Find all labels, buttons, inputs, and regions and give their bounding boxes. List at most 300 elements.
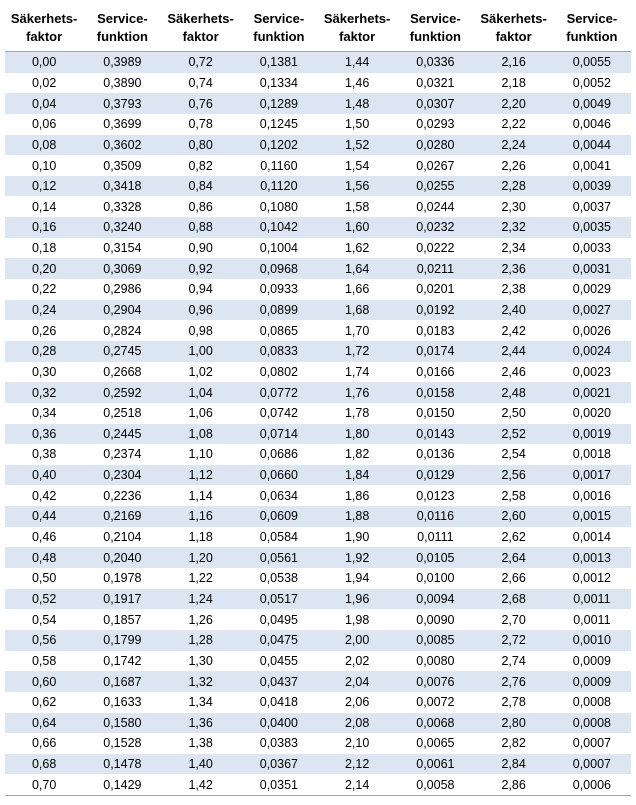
safety-factor-cell: 2,38 [475,279,553,300]
safety-factor-cell: 1,74 [318,362,396,383]
service-function-cell: 0,0017 [553,465,631,486]
service-function-cell: 0,0031 [553,258,631,279]
service-function-cell: 0,0143 [396,424,474,445]
service-function-cell: 0,0019 [553,424,631,445]
service-function-cell: 0,0008 [553,713,631,734]
safety-factor-cell: 1,96 [318,589,396,610]
safety-factor-cell: 2,42 [475,320,553,341]
service-function-cell: 0,3240 [83,217,161,238]
service-function-cell: 0,0065 [396,733,474,754]
safety-factor-cell: 0,66 [5,733,83,754]
safety-factor-cell: 2,60 [475,506,553,527]
service-function-cell: 0,0232 [396,217,474,238]
service-function-cell: 0,0968 [240,258,318,279]
safety-factor-cell: 2,08 [318,713,396,734]
service-function-cell: 0,0400 [240,713,318,734]
safety-factor-cell: 2,44 [475,341,553,362]
service-function-cell: 0,3418 [83,176,161,197]
safety-factor-cell: 1,12 [162,465,240,486]
table-row [5,630,631,651]
service-function-cell: 0,0010 [553,630,631,651]
safety-factor-cell: 0,30 [5,362,83,383]
service-function-cell: 0,0211 [396,258,474,279]
column-header-6 [475,5,553,52]
header-row [5,5,631,52]
service-function-cell: 0,2169 [83,506,161,527]
service-function-cell: 0,0006 [553,774,631,795]
service-function-cell: 0,0222 [396,238,474,259]
service-function-cell: 0,1289 [240,93,318,114]
service-function-cell: 0,0933 [240,279,318,300]
safety-factor-cell: 0,50 [5,568,83,589]
service-function-cell: 0,3699 [83,114,161,135]
service-function-cell: 0,0336 [396,52,474,73]
safety-factor-cell: 2,00 [318,630,396,651]
service-function-cell: 0,0033 [553,238,631,259]
service-function-cell: 0,0174 [396,341,474,362]
service-function-cell: 0,0016 [553,485,631,506]
safety-factor-cell: 1,18 [162,527,240,548]
safety-factor-cell: 1,08 [162,424,240,445]
column-header-line1: Säkerhets- [480,11,547,26]
service-function-cell: 0,1687 [83,671,161,692]
safety-factor-cell: 0,44 [5,506,83,527]
service-function-cell: 0,0136 [396,444,474,465]
service-function-cell: 0,0475 [240,630,318,651]
table-row [5,568,631,589]
safety-factor-cell: 2,68 [475,589,553,610]
safety-factor-cell: 1,72 [318,341,396,362]
column-header-line1: Service- [566,11,618,26]
service-function-cell: 0,1528 [83,733,161,754]
column-header-0 [5,5,83,52]
service-function-cell: 0,0008 [553,692,631,713]
service-function-cell: 0,1429 [83,774,161,795]
column-header-line1: Service- [253,11,305,26]
service-function-cell: 0,0307 [396,93,474,114]
table-row [5,485,631,506]
safety-factor-cell: 1,88 [318,506,396,527]
service-function-cell: 0,1917 [83,589,161,610]
table-row [5,754,631,775]
safety-factor-cell: 0,46 [5,527,83,548]
safety-factor-cell: 1,52 [318,135,396,156]
table-row [5,671,631,692]
service-function-cell: 0,3328 [83,196,161,217]
service-function-cell: 0,1742 [83,651,161,672]
safety-factor-cell: 0,80 [162,135,240,156]
safety-factor-cell: 0,92 [162,258,240,279]
service-function-cell: 0,0865 [240,320,318,341]
safety-factor-cell: 1,34 [162,692,240,713]
service-function-cell: 0,3602 [83,135,161,156]
table-row [5,300,631,321]
safety-factor-cell: 0,76 [162,93,240,114]
column-header-3 [240,5,318,52]
safety-factor-cell: 1,00 [162,341,240,362]
safety-factor-cell: 0,72 [162,52,240,73]
service-function-cell: 0,0023 [553,362,631,383]
safety-factor-cell: 0,34 [5,403,83,424]
safety-factor-cell: 0,58 [5,651,83,672]
safety-factor-cell: 0,16 [5,217,83,238]
table-row [5,341,631,362]
service-function-cell: 0,0517 [240,589,318,610]
safety-factor-cell: 2,16 [475,52,553,73]
service-function-cell: 0,2592 [83,382,161,403]
table-row [5,465,631,486]
safety-factor-cell: 0,94 [162,279,240,300]
service-function-cell: 0,0090 [396,609,474,630]
safety-factor-cell: 2,24 [475,135,553,156]
service-function-cell: 0,0899 [240,300,318,321]
table-body [5,52,631,796]
column-header-line2: funktion [409,29,461,44]
service-function-cell: 0,0418 [240,692,318,713]
safety-factor-cell: 1,58 [318,196,396,217]
safety-factor-cell: 1,98 [318,609,396,630]
safety-factor-cell: 0,28 [5,341,83,362]
safety-factor-cell: 0,64 [5,713,83,734]
safety-factor-cell: 0,74 [162,73,240,94]
safety-factor-cell: 2,28 [475,176,553,197]
table-row [5,733,631,754]
service-function-cell: 0,0020 [553,403,631,424]
column-header-5 [396,5,474,52]
service-function-cell: 0,0321 [396,73,474,94]
service-function-cell: 0,0058 [396,774,474,795]
safety-factor-cell: 0,14 [5,196,83,217]
table-row [5,424,631,445]
safety-factor-cell: 0,40 [5,465,83,486]
column-header-line1: Service- [410,11,461,26]
service-function-cell: 0,3989 [83,52,161,73]
service-function-cell: 0,0455 [240,651,318,672]
service-function-cell: 0,0021 [553,382,631,403]
table-row [5,258,631,279]
safety-factor-cell: 2,22 [475,114,553,135]
service-function-cell: 0,0686 [240,444,318,465]
safety-factor-cell: 2,64 [475,547,553,568]
service-function-cell: 0,2104 [83,527,161,548]
service-function-cell: 0,2040 [83,547,161,568]
safety-factor-cell: 2,14 [318,774,396,795]
safety-factor-cell: 1,80 [318,424,396,445]
safety-factor-cell: 2,82 [475,733,553,754]
safety-factor-cell: 0,00 [5,52,83,73]
safety-factor-cell: 0,38 [5,444,83,465]
service-function-cell: 0,0014 [553,527,631,548]
column-header-1 [83,5,161,52]
safety-factor-cell: 2,12 [318,754,396,775]
service-function-cell: 0,0244 [396,196,474,217]
service-function-cell: 0,0044 [553,135,631,156]
safety-factor-cell: 1,78 [318,403,396,424]
table-row [5,589,631,610]
service-function-cell: 0,0072 [396,692,474,713]
column-header-2 [162,5,240,52]
safety-factor-cell: 1,46 [318,73,396,94]
service-function-cell: 0,0052 [553,73,631,94]
table-row [5,176,631,197]
safety-factor-cell: 1,84 [318,465,396,486]
safety-factor-cell: 0,90 [162,238,240,259]
service-function-cell: 0,0094 [396,589,474,610]
service-function-cell: 0,0111 [396,527,474,548]
service-function-cell: 0,0105 [396,547,474,568]
safety-factor-cell: 2,80 [475,713,553,734]
safety-factor-cell: 1,86 [318,485,396,506]
safety-factor-cell: 1,42 [162,774,240,795]
service-function-cell: 0,0183 [396,320,474,341]
safety-factor-cell: 2,66 [475,568,553,589]
service-function-cell: 0,0383 [240,733,318,754]
table-row [5,403,631,424]
safety-factor-cell: 0,60 [5,671,83,692]
service-function-cell: 0,2445 [83,424,161,445]
service-function-cell: 0,0714 [240,424,318,445]
service-function-cell: 0,0013 [553,547,631,568]
safety-factor-cell: 2,70 [475,609,553,630]
column-header-4 [318,5,396,52]
table-row [5,444,631,465]
service-function-cell: 0,0055 [553,52,631,73]
table-row [5,135,631,156]
safety-factor-cell: 1,64 [318,258,396,279]
safety-factor-cell: 0,02 [5,73,83,94]
safety-factor-cell: 0,84 [162,176,240,197]
safety-factor-cell: 2,02 [318,651,396,672]
safety-factor-cell: 1,92 [318,547,396,568]
safety-factor-cell: 2,18 [475,73,553,94]
column-header-line2: faktor [26,29,63,44]
safety-factor-cell: 0,62 [5,692,83,713]
safety-factor-cell: 1,32 [162,671,240,692]
service-function-cell: 0,0007 [553,733,631,754]
safety-factor-cell: 0,52 [5,589,83,610]
safety-factor-cell: 2,78 [475,692,553,713]
table-row [5,609,631,630]
table-row [5,692,631,713]
service-function-cell: 0,3509 [83,155,161,176]
safety-factor-cell: 2,74 [475,651,553,672]
safety-factor-cell: 1,56 [318,176,396,197]
safety-factor-cell: 0,10 [5,155,83,176]
service-function-cell: 0,0049 [553,93,631,114]
service-function-cell: 0,0150 [396,403,474,424]
service-function-cell: 0,0123 [396,485,474,506]
table-row [5,547,631,568]
service-function-cell: 0,1160 [240,155,318,176]
safety-factor-cell: 2,04 [318,671,396,692]
service-function-cell: 0,3154 [83,238,161,259]
safety-factor-cell: 1,20 [162,547,240,568]
column-header-line1: Service- [97,11,148,26]
safety-factor-cell: 1,66 [318,279,396,300]
safety-factor-cell: 0,32 [5,382,83,403]
safety-factor-cell: 1,40 [162,754,240,775]
table-row [5,320,631,341]
safety-factor-cell: 0,24 [5,300,83,321]
service-function-cell: 0,0027 [553,300,631,321]
service-function-cell: 0,0061 [396,754,474,775]
table-row [5,155,631,176]
safety-factor-cell: 0,20 [5,258,83,279]
service-function-cell: 0,0201 [396,279,474,300]
safety-factor-cell: 2,48 [475,382,553,403]
safety-factor-cell: 1,76 [318,382,396,403]
service-function-cell: 0,0039 [553,176,631,197]
service-function-cell: 0,0255 [396,176,474,197]
service-function-cell: 0,0035 [553,217,631,238]
safety-factor-cell: 0,36 [5,424,83,445]
safety-factor-cell: 1,14 [162,485,240,506]
service-function-cell: 0,1042 [240,217,318,238]
service-function-cell: 0,0267 [396,155,474,176]
safety-factor-cell: 1,36 [162,713,240,734]
table-row [5,651,631,672]
safety-factor-cell: 1,38 [162,733,240,754]
service-function-cell: 0,0018 [553,444,631,465]
safety-factor-cell: 0,06 [5,114,83,135]
table-row [5,382,631,403]
column-header-line2: funktion [253,29,305,44]
safety-factor-cell: 0,96 [162,300,240,321]
service-function-cell: 0,0024 [553,341,631,362]
service-function-cell: 0,0007 [553,754,631,775]
service-function-cell: 0,0538 [240,568,318,589]
table-row [5,279,631,300]
column-header-line2: faktor [182,29,219,44]
table-row [5,114,631,135]
service-function-cell: 0,0009 [553,671,631,692]
safety-factor-cell: 1,16 [162,506,240,527]
service-function-cell: 0,3793 [83,93,161,114]
service-function-cell: 0,1334 [240,73,318,94]
column-header-line2: funktion [566,29,618,44]
safety-factor-cell: 1,90 [318,527,396,548]
service-function-cell: 0,2986 [83,279,161,300]
safety-factor-cell: 1,48 [318,93,396,114]
safety-factor-cell: 0,88 [162,217,240,238]
table-row [5,527,631,548]
safety-factor-cell: 0,86 [162,196,240,217]
service-function-cell: 0,0166 [396,362,474,383]
service-function-cell: 0,0116 [396,506,474,527]
table-row [5,196,631,217]
safety-factor-cell: 2,52 [475,424,553,445]
safety-factor-cell: 1,30 [162,651,240,672]
safety-factor-cell: 1,22 [162,568,240,589]
safety-factor-cell: 1,44 [318,52,396,73]
service-function-cell: 0,1381 [240,52,318,73]
table-row [5,774,631,795]
column-header-line1: Säkerhets- [10,11,78,26]
column-header-7 [553,5,631,52]
safety-factor-cell: 1,68 [318,300,396,321]
safety-factor-cell: 2,58 [475,485,553,506]
table-header [5,5,631,52]
safety-factor-cell: 0,48 [5,547,83,568]
safety-factor-cell: 1,62 [318,238,396,259]
service-function-cell: 0,0742 [240,403,318,424]
safety-factor-cell: 0,04 [5,93,83,114]
service-function-cell: 0,0029 [553,279,631,300]
table-row [5,713,631,734]
service-function-cell: 0,1202 [240,135,318,156]
service-function-cell: 0,1245 [240,114,318,135]
safety-factor-cell: 1,60 [318,217,396,238]
service-function-cell: 0,0015 [553,506,631,527]
service-function-cell: 0,0026 [553,320,631,341]
safety-factor-cell: 2,06 [318,692,396,713]
safety-factor-cell: 2,72 [475,630,553,651]
service-function-cell: 0,0192 [396,300,474,321]
safety-factor-cell: 2,32 [475,217,553,238]
safety-factor-cell: 0,26 [5,320,83,341]
service-function-cell: 0,0041 [553,155,631,176]
service-function-table [5,5,631,796]
safety-factor-cell: 1,26 [162,609,240,630]
service-function-cell: 0,0129 [396,465,474,486]
service-function-cell: 0,0068 [396,713,474,734]
table-row [5,238,631,259]
service-function-cell: 0,0100 [396,568,474,589]
service-function-cell: 0,0609 [240,506,318,527]
table-row [5,362,631,383]
safety-factor-cell: 2,62 [475,527,553,548]
service-function-cell: 0,1120 [240,176,318,197]
safety-factor-cell: 0,08 [5,135,83,156]
safety-factor-cell: 0,54 [5,609,83,630]
safety-factor-cell: 0,98 [162,320,240,341]
service-function-cell: 0,0012 [553,568,631,589]
column-header-line2: funktion [96,29,148,44]
safety-factor-cell: 0,68 [5,754,83,775]
service-function-cell: 0,1978 [83,568,161,589]
safety-factor-cell: 1,24 [162,589,240,610]
service-function-cell: 0,0085 [396,630,474,651]
service-function-cell: 0,0802 [240,362,318,383]
safety-factor-cell: 2,86 [475,774,553,795]
service-function-cell: 0,3069 [83,258,161,279]
service-function-cell: 0,0080 [396,651,474,672]
safety-factor-cell: 2,40 [475,300,553,321]
service-function-cell: 0,2374 [83,444,161,465]
safety-factor-cell: 2,84 [475,754,553,775]
service-function-cell: 0,1580 [83,713,161,734]
safety-factor-cell: 2,20 [475,93,553,114]
safety-factor-cell: 0,12 [5,176,83,197]
service-function-cell: 0,2518 [83,403,161,424]
safety-factor-cell: 2,10 [318,733,396,754]
service-function-cell: 0,0561 [240,547,318,568]
safety-factor-cell: 2,36 [475,258,553,279]
safety-factor-cell: 0,70 [5,774,83,795]
service-function-cell: 0,0076 [396,671,474,692]
safety-factor-cell: 2,30 [475,196,553,217]
service-function-cell: 0,2236 [83,485,161,506]
safety-factor-cell: 2,46 [475,362,553,383]
service-function-cell: 0,1478 [83,754,161,775]
safety-factor-cell: 2,26 [475,155,553,176]
safety-factor-cell: 0,82 [162,155,240,176]
service-function-cell: 0,0280 [396,135,474,156]
safety-factor-cell: 1,50 [318,114,396,135]
column-header-line1: Säkerhets- [323,11,391,26]
service-function-cell: 0,0293 [396,114,474,135]
service-function-cell: 0,1080 [240,196,318,217]
